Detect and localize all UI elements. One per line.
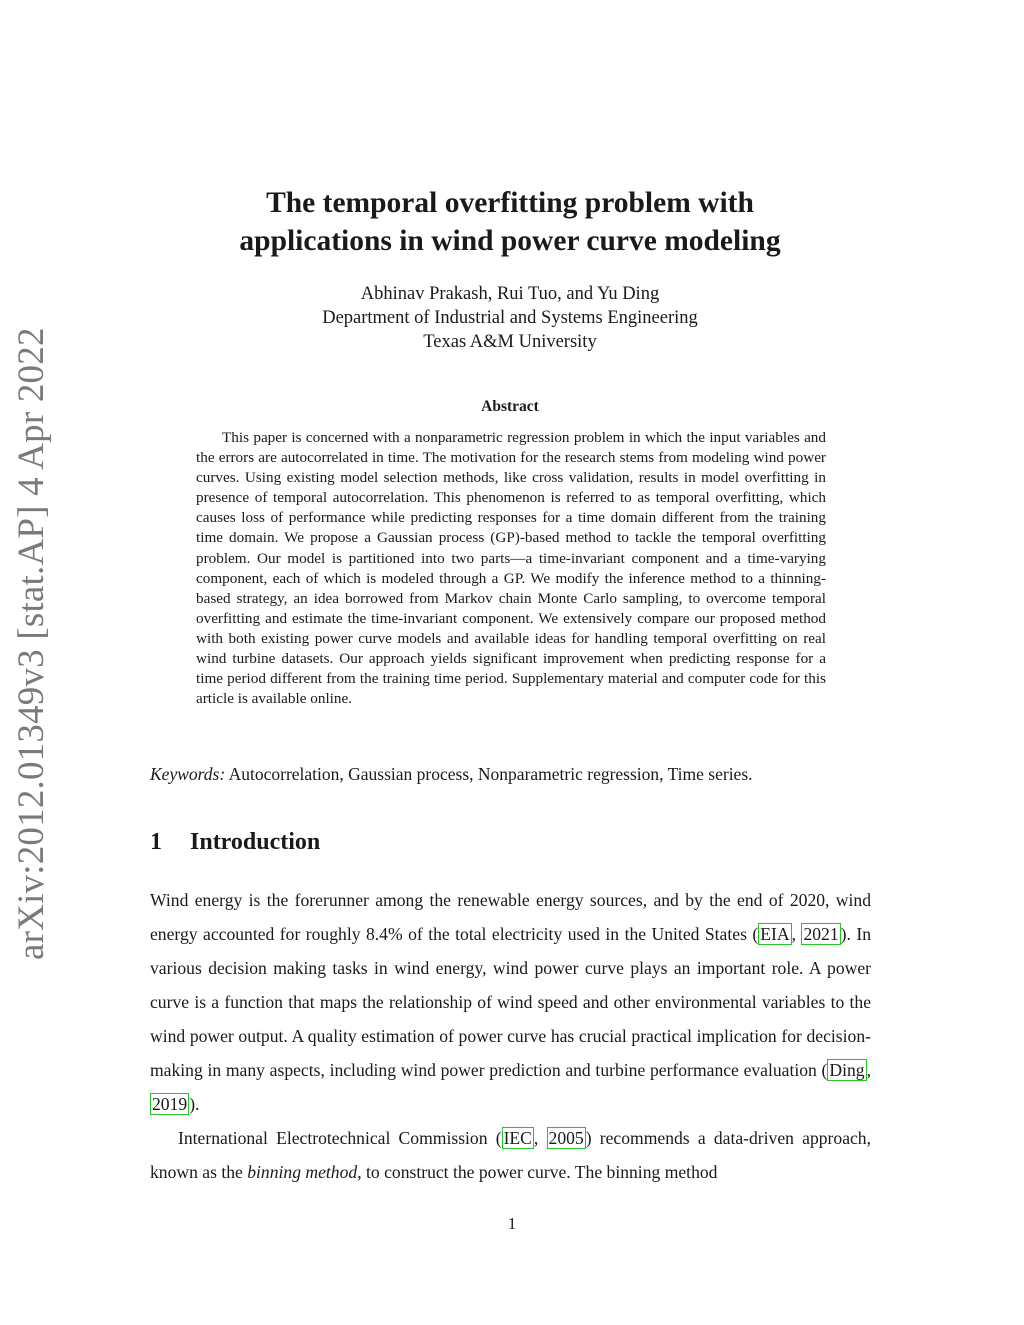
page-number: 1 xyxy=(507,1214,517,1233)
intro-text: , xyxy=(866,1060,871,1080)
citation-link-eia-year[interactable]: 2021 xyxy=(803,924,839,944)
section-number: 1 xyxy=(150,829,162,855)
intro-text: ). xyxy=(189,1094,200,1114)
keywords-label: Keywords: xyxy=(150,764,226,784)
author-block xyxy=(150,282,870,354)
arxiv-identifier-stamp: arXiv:2012.01349v3 [stat.AP] 4 Apr 2022 xyxy=(11,327,52,960)
title-line-2: applications in wind power curve modeling xyxy=(239,225,781,257)
author-university: Texas A&M University xyxy=(423,332,597,352)
citation-link-iec-year[interactable]: 2005 xyxy=(548,1128,584,1148)
intro-text: ) recommends a data-driven approach, known as the xyxy=(150,1128,872,1182)
paper-title xyxy=(120,184,900,260)
intro-text: , xyxy=(533,1128,547,1148)
title-line-1: The temporal overfitting problem with xyxy=(266,187,754,219)
introduction-body xyxy=(150,883,871,1189)
intro-emphasis-binning-method: binning method xyxy=(247,1162,358,1182)
intro-text: International Electrotechnical Commission ( xyxy=(178,1128,502,1148)
citation-link-iec[interactable]: IEC xyxy=(503,1128,532,1148)
author-department: Department of Industrial and Systems Engineering xyxy=(322,308,698,328)
section-heading-introduction xyxy=(150,829,320,856)
keywords-text: Autocorrelation, Gaussian process, Nonparametric regression, Time series. xyxy=(228,764,753,784)
citation-link-ding[interactable]: Ding xyxy=(829,1060,865,1080)
section-title: Introduction xyxy=(190,829,321,855)
intro-text: , to construct the power curve. The binning method xyxy=(357,1162,718,1182)
intro-text: , xyxy=(791,924,802,944)
author-names: Abhinav Prakash, Rui Tuo, and Yu Ding xyxy=(360,284,660,304)
abstract-heading: Abstract xyxy=(481,398,539,415)
abstract-text: This paper is concerned with a nonparametric regression problem in which the input variables and the errors are autocorrelated in time. The motivation for the research stems from modeling wind power curves. Using existing model selection methods, like cross validation, results in model overfitting in presence of temporal autocorrelation. This phenomenon is referred to as temporal overfitting, which causes loss of performance while predicting responses for a time domain different from the training time domain. We propose a Gaussian process (GP)-based method to tackle the temporal overfitting problem. Our model is partitioned into two parts—a time-invariant component and a time-varying component, each of which is modeled through a GP. We modify the inference method to a thinning-based strategy, an idea borrowed from Markov chain Monte Carlo sampling, to overcome temporal overfitting and estimate the time-invariant component. We extensively compare our proposed method with both existing power curve models and available ideas for handling temporal overfitting on real wind turbine datasets. Our approach yields significant improvement when predicting response for a time period different from the training time period. Supplementary material and computer code for this article is available online. xyxy=(196,429,826,708)
citation-link-ding-year[interactable]: 2019 xyxy=(152,1094,188,1114)
intro-text: ). In various decision making tasks in wind energy, wind power curve plays an important role. A power curve is a function that maps the relationship of wind speed and other environmental variables to the wind power output. A quality estimation of power curve has crucial practical implication for decision-making in many aspects, including wind power prediction and turbine performance evaluation ( xyxy=(150,924,872,1080)
citation-link-eia[interactable]: EIA xyxy=(760,924,790,944)
intro-paragraph-1 xyxy=(150,883,871,1121)
keywords-line xyxy=(150,764,870,785)
intro-paragraph-2 xyxy=(150,1121,871,1189)
intro-text: Wind energy is the forerunner among the renewable energy sources, and by the end of 2020, wind energy accounted for roughly 8.4% of the total electricity used in the United States ( xyxy=(150,890,871,944)
